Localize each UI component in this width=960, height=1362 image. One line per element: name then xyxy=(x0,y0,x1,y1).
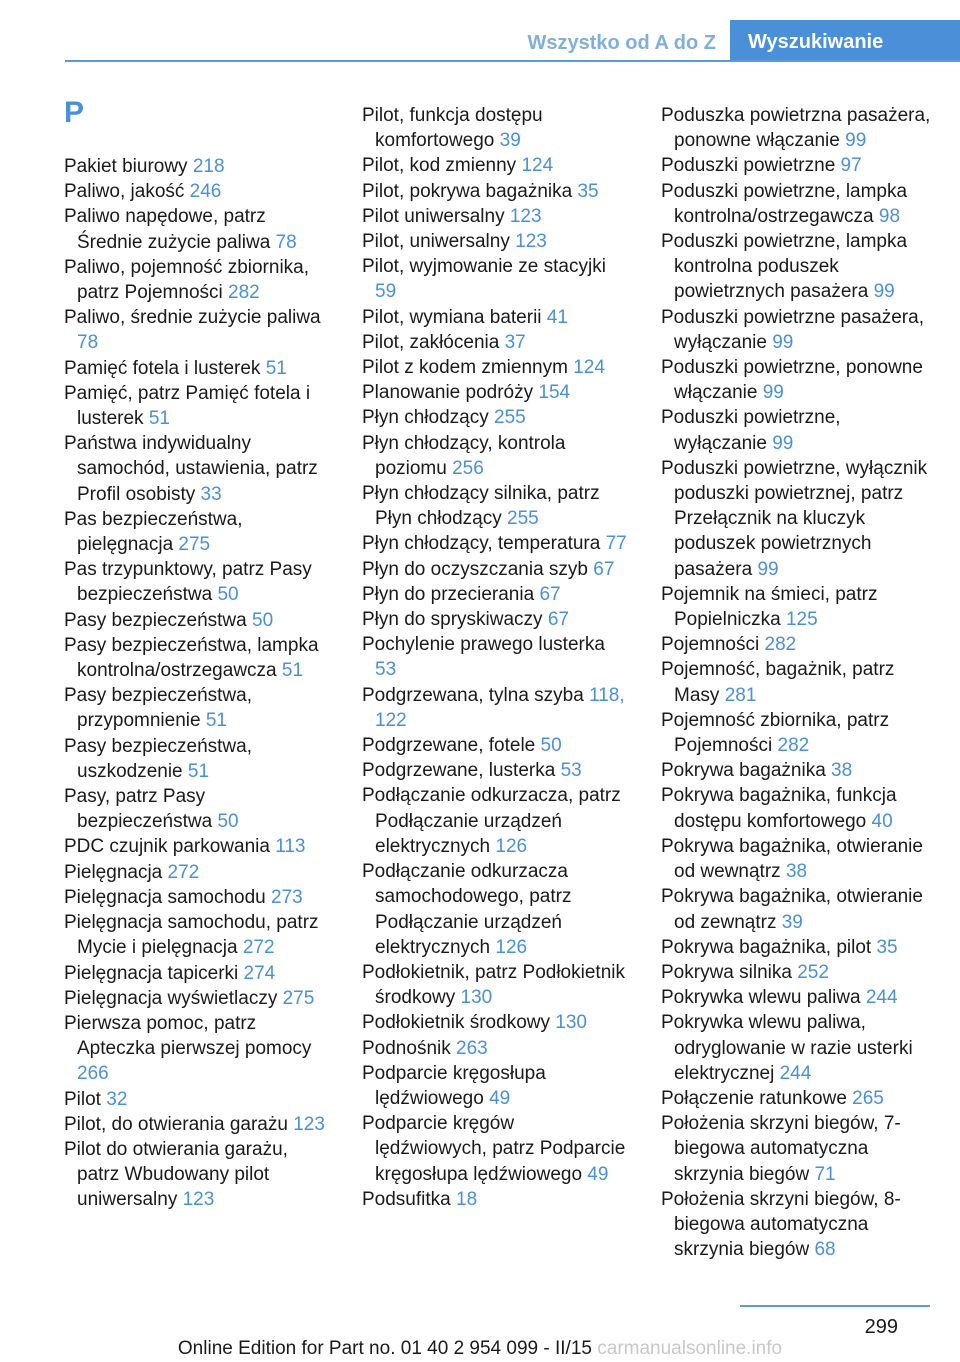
index-entry xyxy=(64,204,332,254)
index-entry-page-link[interactable]: 246 xyxy=(189,181,222,203)
index-entry xyxy=(362,531,630,556)
index-entry xyxy=(64,633,332,683)
index-entry xyxy=(362,481,630,531)
index-entry-term: Pasy bezpieczeństwa, uszkodzenie xyxy=(64,735,252,782)
index-entry xyxy=(661,657,931,707)
index-entry-term: Poduszki powietrzne, lampka kontrolna/ostrzegawcza xyxy=(661,180,908,227)
index-entry xyxy=(64,305,332,355)
index-entry-term: Pasy bezpieczeństwa xyxy=(64,609,252,631)
index-entry xyxy=(661,153,931,178)
index-entry-term: Płyn do przecierania xyxy=(362,583,540,605)
index-entry xyxy=(661,783,931,833)
watermark-text: carmanualsonline.info xyxy=(597,1338,783,1359)
index-entry xyxy=(661,758,931,783)
index-entry-page-link[interactable]: 275 xyxy=(178,534,211,556)
index-entry xyxy=(64,179,332,204)
index-entry-term: Poduszki powietrzne, ponowne włączanie xyxy=(661,357,923,404)
index-entry-term: Pojemnik na śmieci, patrz Popielniczka xyxy=(661,583,878,631)
index-entry-page-link[interactable]: 126 xyxy=(495,936,528,958)
index-entry-page-link[interactable]: 124 xyxy=(573,357,605,379)
index-entry xyxy=(661,229,931,305)
index-entry-term: Pokrywka wlewu paliwa xyxy=(661,987,866,1009)
index-entry-page-link[interactable]: 53 xyxy=(375,659,397,681)
index-entry xyxy=(362,960,630,1010)
index-entry-page-link[interactable]: 282 xyxy=(764,634,797,656)
index-entry-page-link[interactable]: 49 xyxy=(489,1087,511,1109)
index-entry-term: Paliwo, średnie zużycie paliwa xyxy=(64,307,321,329)
index-entry-term: Położenia skrzyni biegów, 8-biegowa automatyczna skrzynia biegów xyxy=(661,1188,901,1261)
index-entry-term: Pas bezpieczeństwa, pielęgnacja xyxy=(64,508,243,556)
index-entry-page-link[interactable]: 38 xyxy=(785,861,808,883)
index-entry-page-link[interactable]: 78 xyxy=(77,332,99,354)
breadcrumb-tab[interactable]: Wszystko od A do Z xyxy=(527,32,716,54)
index-entry-page-link[interactable]: 99 xyxy=(757,558,779,580)
index-entry xyxy=(661,632,931,657)
index-entry xyxy=(362,557,630,582)
index-entry xyxy=(362,380,630,405)
index-entry-page-link[interactable]: 265 xyxy=(852,1087,884,1109)
index-entry-term: Podłokietnik, patrz Podłokietnik środkowy xyxy=(362,961,625,1009)
index-entry-term: Płyn chłodzący xyxy=(362,407,495,429)
index-entry-page-link[interactable]: 59 xyxy=(375,281,397,303)
index-entry-page-link[interactable]: 244 xyxy=(779,1062,812,1084)
index-entry xyxy=(64,834,332,859)
index-entry-term: Płyn chłodzący, temperatura xyxy=(362,533,606,555)
index-entry-page-link[interactable]: 99 xyxy=(845,130,867,152)
index-entry-page-link[interactable]: 51 xyxy=(205,710,227,732)
index-entry-term: Pasy bezpieczeństwa, lampka kontrolna/ostrzegawcza xyxy=(64,634,319,682)
index-entry-term: Podłączanie odkurzacza, patrz Podłączanie urządzeń elektrycznych xyxy=(362,785,621,857)
index-entry-term: Pamięć, patrz Pamięć fotela i lusterek xyxy=(64,382,311,430)
index-entry-term: Poduszki powietrzne, lampka kontrolna poduszek powietrznych pasażera xyxy=(661,231,908,303)
index-entry-page-link[interactable]: 274 xyxy=(243,962,276,984)
index-entry-page-link[interactable]: 53 xyxy=(560,760,582,782)
index-entry xyxy=(64,860,332,885)
index-entry-term: Pokrywa silnika xyxy=(661,961,798,983)
index-entry-page-link[interactable]: 273 xyxy=(271,886,303,908)
index-entry xyxy=(362,330,630,355)
index-entry-term: Pokrywa bagażnika, otwieranie od zewnątrz xyxy=(661,886,923,933)
index-entry-term: Pasy, patrz Pasy bezpieczeństwa xyxy=(64,786,218,833)
index-entry-page-link[interactable]: 130 xyxy=(460,987,493,1009)
index-entry-term: Płyn chłodzący, kontrola poziomu xyxy=(362,432,566,479)
index-entry xyxy=(661,935,931,960)
index-entry xyxy=(661,884,931,934)
index-entry xyxy=(362,179,630,204)
index-entry-page-link[interactable]: 252 xyxy=(797,961,829,983)
index-entry-page-link[interactable]: 39 xyxy=(781,911,803,933)
index-entry-page-link[interactable]: 125 xyxy=(785,609,818,631)
index-entry-term: Pokrywa bagażnika xyxy=(661,760,832,782)
footer-divider xyxy=(740,1305,930,1307)
index-entry-page-link[interactable]: 51 xyxy=(148,408,170,430)
index-entry xyxy=(661,960,931,985)
index-entry xyxy=(64,1112,332,1137)
index-entry xyxy=(64,557,332,607)
index-entry-term: Podgrzewana, tylna szyba xyxy=(362,684,590,706)
index-entry xyxy=(362,733,630,758)
index-entry xyxy=(64,885,332,910)
index-entry-page-link[interactable]: 78 xyxy=(275,231,297,253)
index-entry-term: Paliwo napędowe, patrz Średnie zużycie paliwa xyxy=(64,206,276,253)
index-entry-term: Płyn do oczyszczania szyb xyxy=(362,558,594,580)
index-entry-page-link[interactable]: 255 xyxy=(494,407,526,429)
index-entry-term: Pokrywa bagażnika, pilot xyxy=(661,936,877,958)
index-entry xyxy=(64,356,332,381)
index-entry-page-link[interactable]: 35 xyxy=(577,180,599,202)
index-entry-term: Pas trzypunktowy, patrz Pasy bezpieczeństwa xyxy=(64,559,312,606)
index-entry xyxy=(64,961,332,986)
index-entry xyxy=(362,1036,630,1061)
index-entry xyxy=(64,1087,332,1112)
index-entry xyxy=(661,103,931,153)
index-entry-term: Planowanie podróży xyxy=(362,382,539,404)
index-entry xyxy=(362,229,630,254)
index-entry xyxy=(661,985,931,1010)
index-entry xyxy=(362,1187,630,1212)
index-entry xyxy=(362,683,630,733)
index-entry-page-link[interactable]: 97 xyxy=(840,155,862,177)
index-entry-page-link[interactable]: 33 xyxy=(200,483,222,505)
index-entry xyxy=(362,103,630,153)
index-entry-term: Pilot, wyjmowanie ze stacyjki xyxy=(362,256,606,278)
index-entry-term: Poduszki powietrzne xyxy=(661,155,841,177)
index-entry xyxy=(64,431,332,507)
index-entry-term: Pokrywka wlewu paliwa, odryglowanie w razie usterki elektrycznej xyxy=(661,1012,913,1084)
index-entry-term: Pilot z kodem zmiennym xyxy=(362,357,574,379)
index-entry xyxy=(661,456,931,582)
index-entry-page-link[interactable]: 244 xyxy=(865,987,898,1009)
index-entry-page-link[interactable]: 51 xyxy=(187,760,210,782)
index-entry-term: Pojemności xyxy=(661,634,765,656)
index-entry xyxy=(64,683,332,733)
index-entry xyxy=(64,986,332,1011)
index-entry xyxy=(64,608,332,633)
index-entry xyxy=(661,708,931,758)
index-entry-term: Państwa indywidualny samochód, ustawienia, patrz Profil osobisty xyxy=(64,433,318,505)
index-entry-page-link[interactable]: 282 xyxy=(777,735,810,757)
index-entry-page-link[interactable]: 68 xyxy=(814,1239,836,1261)
index-entry xyxy=(362,607,630,632)
index-entry-page-link[interactable]: 126 xyxy=(495,835,528,857)
index-entry-term: Podgrzewane, lusterka xyxy=(362,760,561,782)
index-entry-term: Położenia skrzyni biegów, 7-biegowa automatyczna skrzynia biegów xyxy=(661,1113,901,1185)
index-entry xyxy=(362,431,630,481)
index-entry-page-link[interactable]: 123 xyxy=(515,231,547,253)
index-entry-page-link[interactable]: 123 xyxy=(182,1189,215,1211)
index-entry-page-link[interactable]: 256 xyxy=(452,457,484,479)
index-entry xyxy=(362,153,630,178)
index-entry-page-link[interactable]: 39 xyxy=(499,130,521,152)
index-entry-page-link[interactable]: 99 xyxy=(772,432,794,454)
index-entry-term: Pilot, do otwierania garażu xyxy=(64,1113,294,1135)
index-entry-page-link[interactable]: 123 xyxy=(293,1113,325,1135)
index-entry-term: Poduszka powietrzna pasażera, ponowne włączanie xyxy=(661,105,931,152)
header-divider xyxy=(65,60,960,62)
index-entry-page-link[interactable]: 50 xyxy=(252,609,274,631)
page-header xyxy=(0,0,960,60)
index-entry-page-link[interactable]: 266 xyxy=(77,1063,109,1085)
index-column-1 xyxy=(64,154,332,1213)
index-entry xyxy=(661,1086,931,1111)
index-entry-term: Pakiet biurowy xyxy=(64,156,193,177)
index-entry-page-link[interactable]: 51 xyxy=(281,660,304,682)
index-entry-term: Pilot uniwersalny xyxy=(362,205,510,227)
index-entry xyxy=(362,305,630,330)
index-entry xyxy=(661,582,931,632)
index-entry-term: Pielęgnacja tapicerki xyxy=(64,962,244,984)
index-column-2 xyxy=(362,103,630,1212)
index-entry-page-link[interactable]: 272 xyxy=(242,937,275,959)
index-entry xyxy=(64,910,332,960)
index-entry-term: Pokrywa bagażnika, otwieranie od wewnątrz xyxy=(661,835,923,883)
index-entry-page-link[interactable]: 35 xyxy=(876,936,898,958)
index-entry-term: Pasy bezpieczeństwa, przypomnienie xyxy=(64,685,252,732)
index-entry-term: Paliwo, pojemność zbiornika, patrz Pojemności xyxy=(64,256,310,304)
index-entry-page-link[interactable]: 272 xyxy=(167,861,200,883)
index-entry-term: Pilot, funkcja dostępu komfortowego xyxy=(362,105,543,152)
index-entry xyxy=(64,507,332,557)
index-entry-term: Podgrzewane, fotele xyxy=(362,735,541,757)
index-entry xyxy=(362,254,630,304)
index-entry-page-link[interactable]: 154 xyxy=(538,382,571,404)
index-entry-page-link[interactable]: 123 xyxy=(509,205,542,227)
index-entry-term: Podnośnik xyxy=(362,1037,457,1059)
page-number: 299 xyxy=(864,1316,898,1338)
index-entry xyxy=(64,381,332,431)
index-entry-page-link[interactable]: 281 xyxy=(724,684,757,706)
index-entry xyxy=(362,405,630,430)
index-entry-term: Pilot, wymiana baterii xyxy=(362,306,547,328)
index-entry xyxy=(64,255,332,305)
index-entry-page-link[interactable]: 99 xyxy=(772,331,794,353)
index-entry xyxy=(64,784,332,834)
index-entry xyxy=(661,1187,931,1263)
index-entry-term: Pamięć fotela i lusterek xyxy=(64,357,266,379)
index-entry-term: Pochylenie prawego lusterka xyxy=(362,634,605,656)
index-entry xyxy=(362,204,630,229)
index-entry-term: Pojemność zbiornika, patrz Pojemności xyxy=(661,709,890,757)
index-entry-term: Poduszki powietrzne pasażera, wyłączanie xyxy=(661,306,924,353)
index-entry-page-link[interactable]: 275 xyxy=(282,987,315,1009)
index-entry-page-link[interactable]: 18 xyxy=(456,1188,478,1210)
index-entry xyxy=(661,179,931,229)
index-entry xyxy=(64,1137,332,1213)
index-entry-page-link[interactable]: 282 xyxy=(228,282,260,304)
index-entry xyxy=(661,305,931,355)
index-entry-page-link[interactable]: 118, 122 xyxy=(375,684,625,731)
index-entry-page-link[interactable]: 38 xyxy=(831,760,853,782)
index-entry-page-link[interactable]: 67 xyxy=(547,609,569,631)
index-entry xyxy=(661,405,931,455)
index-entry-term: Pielęgnacja wyświetlaczy xyxy=(64,987,283,1009)
index-entry-page-link[interactable]: 113 xyxy=(275,836,306,858)
index-entry xyxy=(64,734,332,784)
index-entry-term: Podparcie kręgów lędźwiowych, patrz Podparcie kręgosłupa lędźwiowego xyxy=(362,1113,626,1185)
index-entry-page-link[interactable]: 67 xyxy=(593,558,615,580)
index-entry-term: Podłokietnik środkowy xyxy=(362,1012,556,1034)
index-entry-page-link[interactable]: 130 xyxy=(555,1012,587,1034)
index-entry xyxy=(64,154,332,179)
index-entry-term: Poduszki powietrzne, wyłączanie xyxy=(661,407,841,454)
index-entry-term: Pielęgnacja samochodu xyxy=(64,886,272,908)
index-entry-term: Pojemność, bagażnik, patrz Masy xyxy=(661,659,895,706)
index-entry-term: Paliwo, jakość xyxy=(64,181,190,203)
index-entry-term: Poduszki powietrzne, wyłącznik poduszki powietrznej, patrz Przełącznik na kluczyk poduszek powietrznych pasażera xyxy=(661,457,928,580)
index-entry-page-link[interactable]: 71 xyxy=(814,1163,836,1185)
index-entry xyxy=(362,1061,630,1111)
index-entry-page-link[interactable]: 263 xyxy=(456,1037,488,1059)
index-entry xyxy=(661,834,931,884)
index-entry xyxy=(362,582,630,607)
index-entry-term: Pokrywa bagażnika, funkcja dostępu komfortowego xyxy=(661,785,897,832)
edition-footer xyxy=(0,1338,960,1360)
index-entry-page-link[interactable]: 49 xyxy=(587,1163,609,1185)
index-entry-term: Płyn chłodzący silnika, patrz Płyn chłodzący xyxy=(362,483,600,530)
index-entry-term: Pilot, kod zmienny xyxy=(362,155,522,177)
index-entry-page-link[interactable]: 67 xyxy=(539,583,561,605)
index-entry-term: Podparcie kręgosłupa lędźwiowego xyxy=(362,1062,546,1109)
index-entry-page-link[interactable]: 77 xyxy=(605,533,627,555)
index-entry-page-link[interactable]: 98 xyxy=(878,205,901,227)
index-entry xyxy=(362,355,630,380)
index-entry-page-link[interactable]: 32 xyxy=(106,1088,128,1110)
index-entry xyxy=(362,1111,630,1187)
index-entry-term: Pilot, pokrywa bagażnika xyxy=(362,180,578,202)
index-entry-term: Pilot, zakłócenia xyxy=(362,331,505,353)
index-entry xyxy=(362,758,630,783)
index-entry-term: PDC czujnik parkowania xyxy=(64,836,276,858)
index-entry xyxy=(362,783,630,859)
index-entry xyxy=(64,1011,332,1087)
index-entry-page-link[interactable]: 124 xyxy=(521,155,554,177)
index-entry xyxy=(362,859,630,960)
index-entry-page-link[interactable]: 50 xyxy=(540,735,562,757)
index-entry-page-link[interactable]: 50 xyxy=(217,811,239,833)
index-entry-page-link[interactable]: 51 xyxy=(265,357,287,379)
edition-text: Online Edition for Part no. 01 40 2 954 099 - II/15 xyxy=(177,1338,592,1359)
index-entry-page-link[interactable]: 40 xyxy=(871,810,893,832)
index-entry xyxy=(362,632,630,682)
index-entry-page-link[interactable]: 50 xyxy=(217,584,239,606)
index-entry xyxy=(661,1111,931,1187)
index-entry-term: Pilot do otwierania garażu, patrz Wbudowany pilot uniwersalny xyxy=(64,1138,288,1211)
index-entry-term: Pierwsza pomoc, patrz Apteczka pierwszej pomocy xyxy=(64,1012,312,1060)
index-entry-page-link[interactable]: 99 xyxy=(762,382,784,404)
index-entry-page-link[interactable]: 255 xyxy=(507,508,539,530)
index-entry-term: Płyn do spryskiwaczy xyxy=(362,609,548,631)
index-entry-term: Połączenie ratunkowe xyxy=(661,1087,853,1109)
index-entry-page-link[interactable]: 41 xyxy=(546,306,568,328)
index-entry-page-link[interactable]: 99 xyxy=(873,281,895,303)
index-entry-term: Pielęgnacja xyxy=(64,861,168,883)
index-section-letter: P xyxy=(64,96,85,129)
index-entry xyxy=(362,1010,630,1035)
index-entry-term: Podsufitka xyxy=(362,1188,456,1210)
index-entry-page-link[interactable]: 218 xyxy=(192,156,225,177)
index-entry-term: Pilot xyxy=(64,1088,107,1110)
index-entry xyxy=(661,355,931,405)
index-entry-term: Pilot, uniwersalny xyxy=(362,231,516,253)
index-column-3 xyxy=(661,103,931,1262)
active-section-tab[interactable]: Wyszukiwanie xyxy=(730,20,960,62)
index-entry-term: Pielęgnacja samochodu, patrz Mycie i pielęgnacja xyxy=(64,912,319,959)
index-entry-term: Podłączanie odkurzacza samochodowego, patrz Podłączanie urządzeń elektrycznych xyxy=(362,861,572,958)
index-entry-page-link[interactable]: 37 xyxy=(504,331,526,353)
index-entry xyxy=(661,1010,931,1086)
